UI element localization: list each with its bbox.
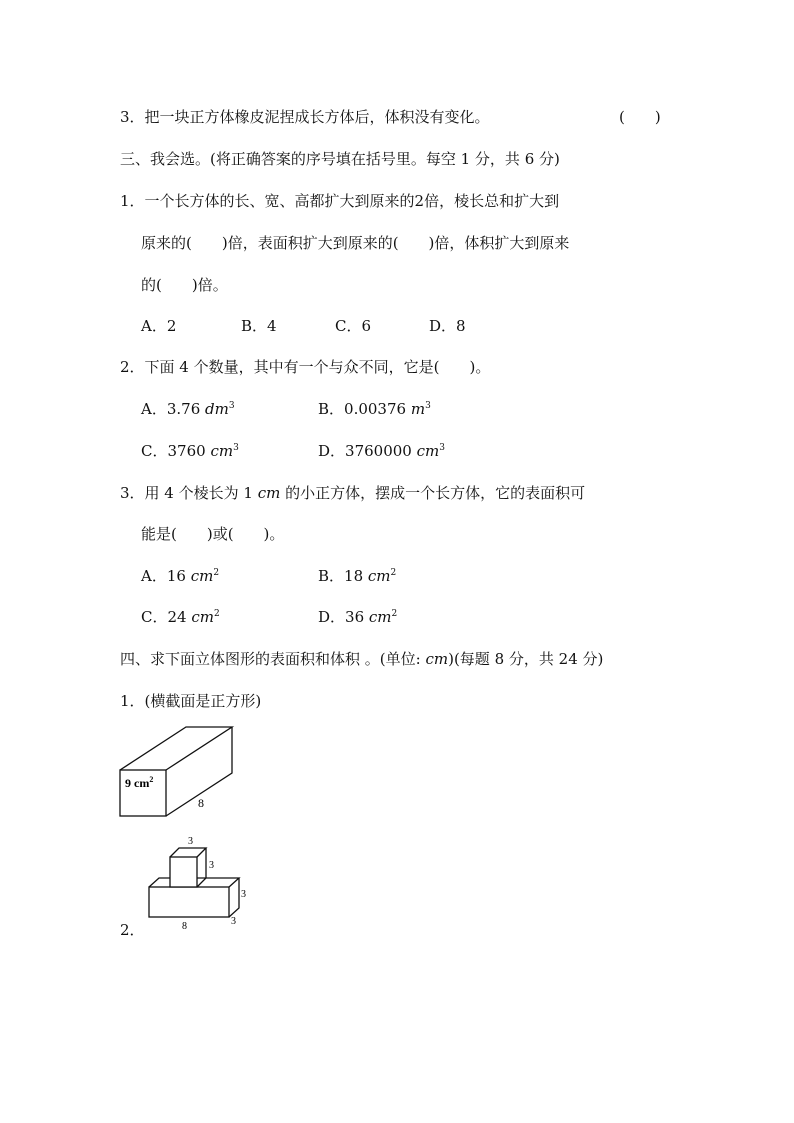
prism-figure-1	[116, 724, 242, 822]
prism-top-face	[120, 727, 232, 770]
s3-q1-line1: 1．一个长方体的长、宽、高都扩大到原来的2倍，棱长总和扩大到	[120, 192, 560, 210]
prism-length-label: 8	[198, 796, 204, 810]
top-cube-side	[197, 848, 206, 887]
top-cube-front	[170, 857, 197, 887]
top-cube-top	[170, 848, 206, 857]
s3-q3-option-a: A．16 $cm^2$	[141, 567, 220, 585]
s3-q2-option-c: C．3760 $cm^3$	[141, 442, 239, 460]
s3-q2-option-d: D．3760000 $cm^3$	[318, 442, 445, 460]
s3-q1-option-b: B．4	[241, 317, 277, 335]
s3-q1-line2: 原来的( )倍，表面积扩大到原来的( )倍，体积扩大到原来	[141, 234, 570, 252]
s3-q2-option-a: A．3.76 $dm^3$	[141, 400, 235, 418]
bottom-cuboid-side	[229, 878, 239, 917]
s3-q3-line2: 能是( )或( )。	[141, 525, 285, 543]
s4-q1-label: 1．(横截面是正方形)	[120, 692, 262, 710]
s3-q1-option-a: A．2	[141, 317, 177, 335]
s3-q3-option-d: D．36 $cm^2$	[318, 608, 398, 626]
s3-q3-option-b: B．18 $cm^2$	[318, 567, 397, 585]
s3-q3-option-c: C．24 $cm^2$	[141, 608, 220, 626]
s4-q2-label: 2．	[120, 921, 145, 939]
top-dim-label: 3	[188, 836, 193, 847]
s3-q2-stem: 2．下面 4 个数量，其中有一个与众不同，它是( )。	[120, 358, 491, 376]
section-4-title: 四、求下面立体图形的表面积和体积 。(单位: cm)(每题 8 分，共 24 分)	[120, 650, 604, 668]
question-text: 3．把一块正方体橡皮泥捏成长方体后，体积没有变化。	[120, 108, 490, 126]
stacked-solid-figure-2	[141, 832, 251, 934]
answer-blank: ( )	[619, 108, 661, 126]
s3-q3-line1: 3．用 4 个棱长为 1 cm 的小正方体，摆成一个长方体，它的表面积可	[120, 484, 586, 502]
depth-label: 3	[231, 916, 236, 927]
face-area-label: 9 $cm^2$	[125, 775, 154, 790]
s3-q1-option-c: C．6	[335, 317, 372, 335]
s3-q1-option-d: D．8	[429, 317, 466, 335]
bottom-cuboid-front	[149, 887, 229, 917]
right-height-label: 3	[241, 889, 246, 900]
length-label: 8	[182, 921, 187, 932]
small-height-label: 3	[209, 860, 214, 871]
s3-q1-line3: 的( )倍。	[141, 276, 228, 294]
section-3-title: 三、我会选。(将正确答案的序号填在括号里。每空 1 分，共 6 分)	[120, 150, 560, 168]
s3-q2-option-b: B．0.00376 $m^3$	[318, 400, 431, 418]
question-3-previous	[120, 107, 490, 127]
